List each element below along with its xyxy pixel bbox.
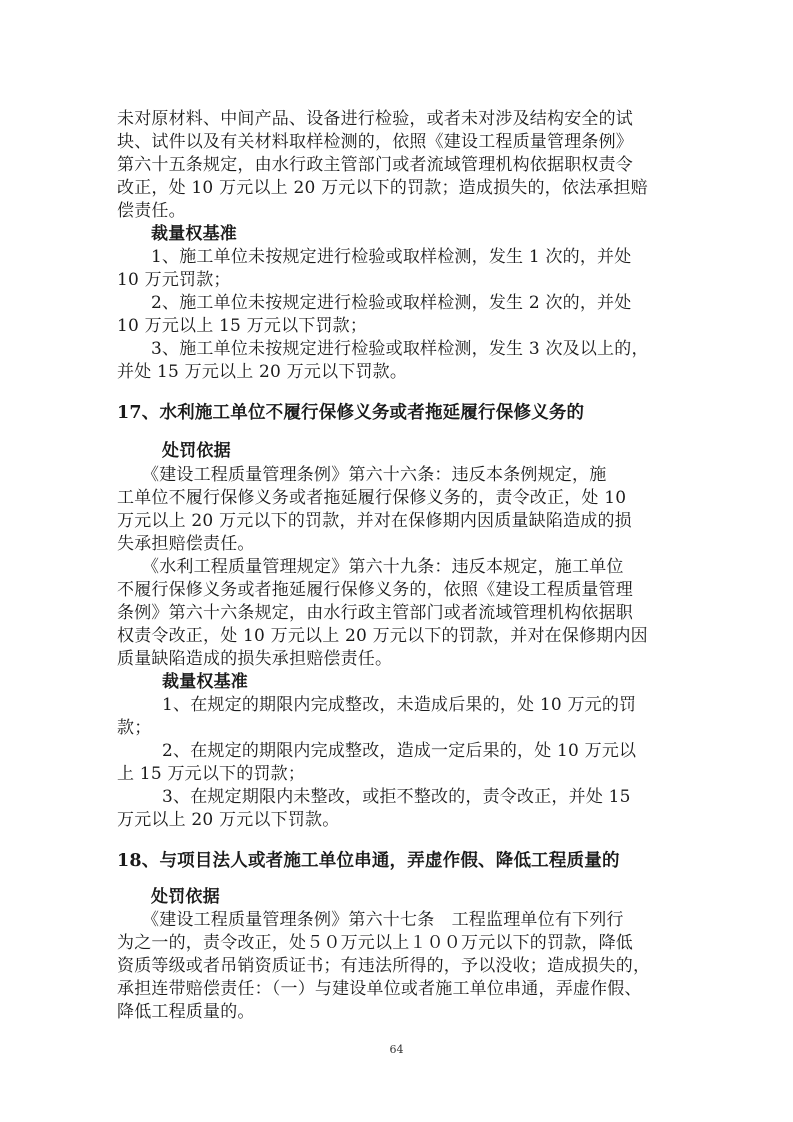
text-line: 质量缺陷造成的损失承担赔偿责任。 xyxy=(117,649,393,669)
text-line: 3、在规定期限内未整改，或拒不整改的，责令改正，并处 15 xyxy=(162,787,631,807)
text-line: 万元以上 20 万元以下罚款。 xyxy=(117,810,340,830)
text-line: 2、在规定的期限内完成整改，造成一定后果的，处 10 万元以 xyxy=(162,741,637,761)
text-line: 为之一的，责令改正，处５０万元以上１００万元以下的罚款，降低 xyxy=(117,933,633,953)
text-line: 偿责任。 xyxy=(117,201,186,221)
text-line: 降低工程质量的。 xyxy=(117,1002,255,1022)
text-line: 万元以上 20 万元以下的罚款，并对在保修期内因质量缺陷造成的损 xyxy=(117,511,632,531)
section-subheading: 处罚依据 xyxy=(162,441,231,461)
text-line: 《建设工程质量管理条例》第六十六条：违反本条例规定，施 xyxy=(142,465,607,485)
text-line: 3、施工单位未按规定进行检验或取样检测，发生 3 次及以上的， xyxy=(151,339,649,359)
text-line: 1、在规定的期限内完成整改，未造成后果的，处 10 万元的罚 xyxy=(162,695,637,715)
text-line: 《水利工程质量管理规定》第六十九条：违反本规定，施工单位 xyxy=(142,557,624,577)
page-number: 64 xyxy=(389,1043,404,1056)
text-line: 改正，处 10 万元以上 20 万元以下的罚款；造成损失的，依法承担赔 xyxy=(117,178,648,198)
section-subheading: 裁量权基准 xyxy=(162,672,248,692)
text-line: 不履行保修义务或者拖延履行保修义务的，依照《建设工程质量管理 xyxy=(117,580,633,600)
section-subheading: 裁量权基准 xyxy=(151,224,237,244)
text-line: 10 万元罚款； xyxy=(117,270,231,290)
text-line: 款； xyxy=(117,718,152,738)
section-subheading: 处罚依据 xyxy=(151,887,220,907)
text-line: 2、施工单位未按规定进行检验或取样检测，发生 2 次的，并处 xyxy=(151,293,632,313)
text-line: 第六十五条规定，由水行政主管部门或者流域管理机构依据职权责令 xyxy=(117,155,633,175)
text-line: 块、试件以及有关材料取样检测的，依照《建设工程质量管理条例》 xyxy=(117,132,633,152)
section-heading: 17、水利施工单位不履行保修义务或者拖延履行保修义务的 xyxy=(117,403,585,423)
text-line: 失承担赔偿责任。 xyxy=(117,534,255,554)
text-line: 并处 15 万元以上 20 万元以下罚款。 xyxy=(117,362,408,382)
text-line: 1、施工单位未按规定进行检验或取样检测，发生 1 次的，并处 xyxy=(151,247,632,267)
text-line: 工单位不履行保修义务或者拖延履行保修义务的，责令改正，处 10 xyxy=(117,488,627,508)
text-line: 条例》第六十六条规定，由水行政主管部门或者流域管理机构依据职 xyxy=(117,603,633,623)
text-line: 10 万元以上 15 万元以下罚款； xyxy=(117,316,368,336)
text-line: 《建设工程质量管理条例》第六十七条 工程监理单位有下列行 xyxy=(142,910,624,930)
text-line: 权责令改正，处 10 万元以上 20 万元以下的罚款，并对在保修期内因 xyxy=(117,626,648,646)
section-heading: 18、与项目法人或者施工单位串通，弄虚作假、降低工程质量的 xyxy=(117,851,620,871)
text-line: 承担连带赔偿责任：（一）与建设单位或者施工单位串通，弄虚作假、 xyxy=(117,979,642,999)
text-line: 上 15 万元以下的罚款； xyxy=(117,764,306,784)
text-line: 未对原材料、中间产品、设备进行检验，或者未对涉及结构安全的试 xyxy=(117,109,633,129)
text-line: 资质等级或者吊销资质证书；有违法所得的，予以没收；造成损失的， xyxy=(117,956,651,976)
